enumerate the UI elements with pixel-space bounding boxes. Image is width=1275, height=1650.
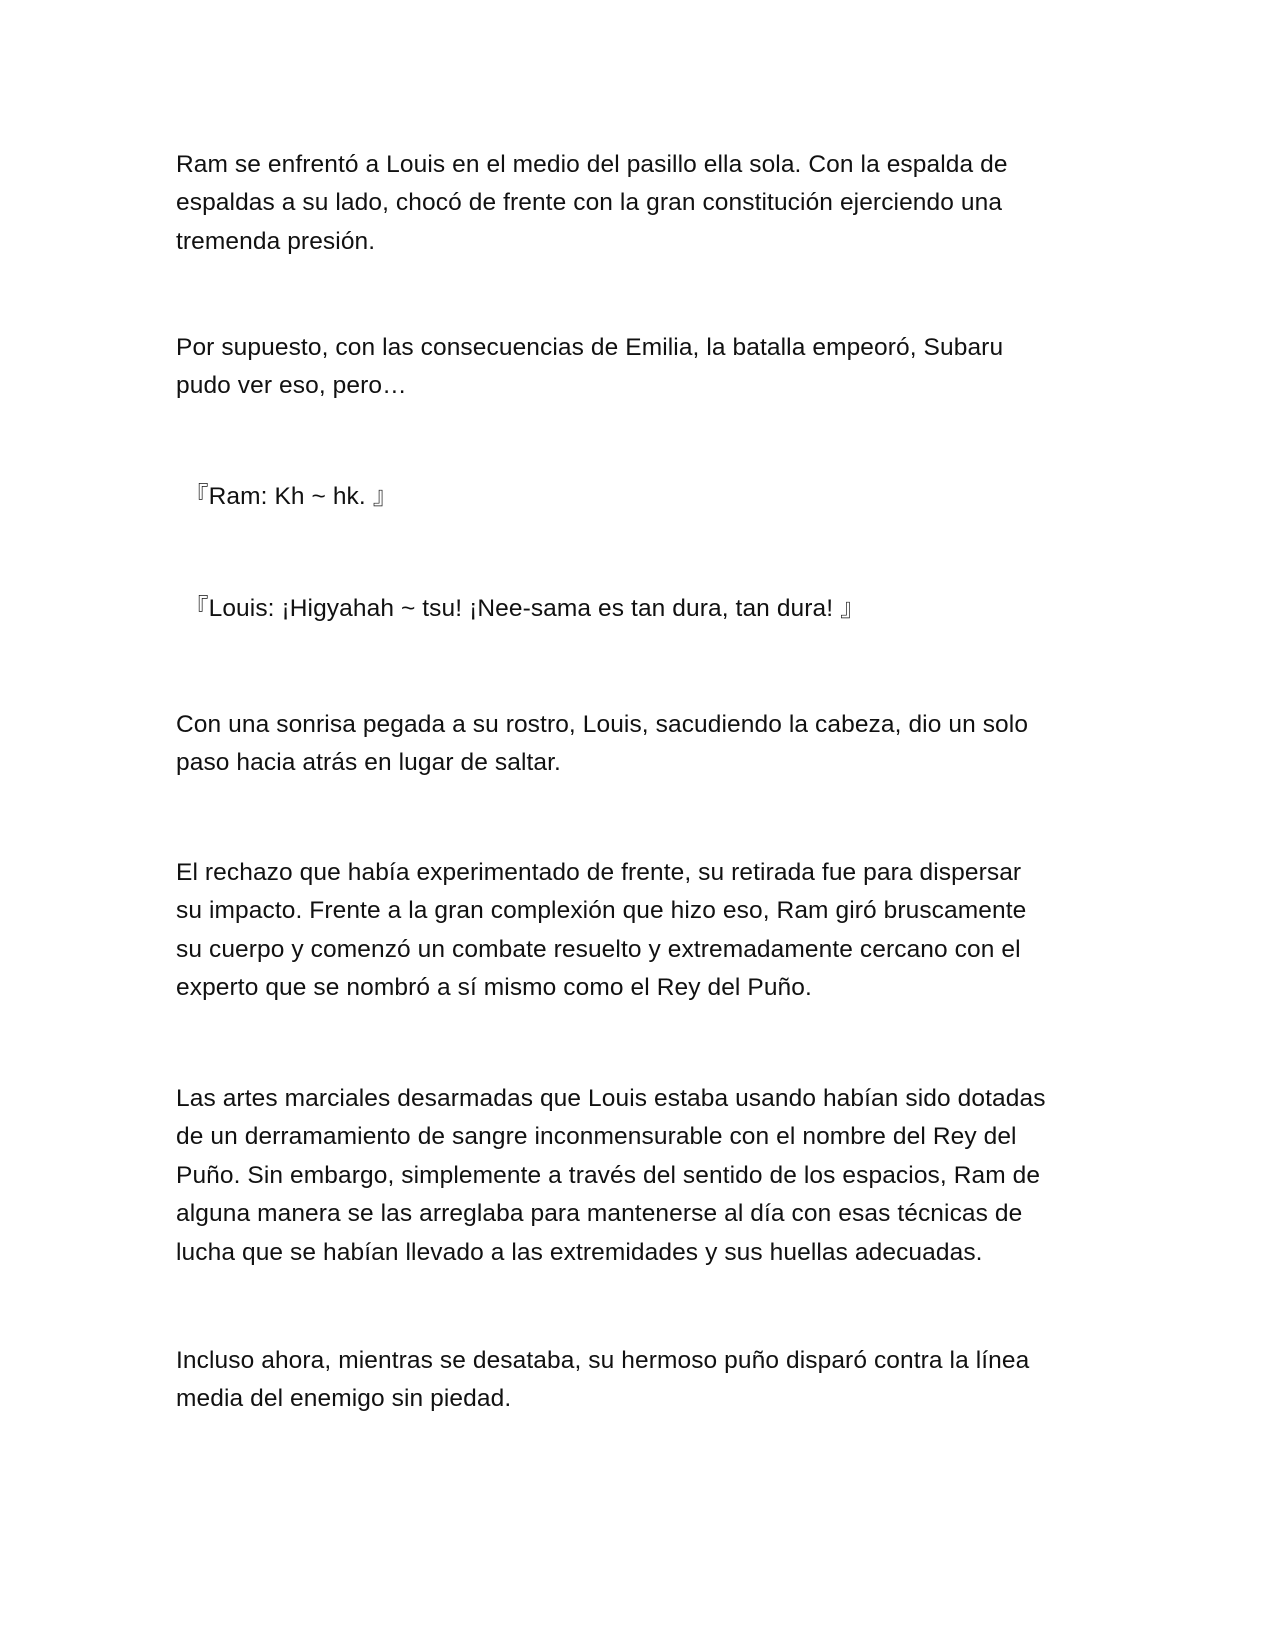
dialogue-louis: 『Louis: ¡Higyahah ~ tsu! ¡Nee-sama es tan dura, tan dura! 』 — [184, 595, 865, 622]
paragraph-6: Incluso ahora, mientras se desataba, su hermoso puño disparó contra la línea media del enemigo sin piedad. — [176, 1347, 1030, 1413]
paragraph-3: Con una sonrisa pegada a su rostro, Louis, sacudiendo la cabeza, dio un solo paso hacia atrás en lugar de saltar. — [176, 711, 1029, 777]
paragraph-2: Por supuesto, con las consecuencias de Emilia, la batalla empeoró, Subaru pudo ver eso, pero… — [176, 334, 1004, 400]
dialogue-ram: 『Ram: Kh ~ hk. 』 — [184, 483, 398, 510]
paragraph-1: Ram se enfrentó a Louis en el medio del pasillo ella sola. Con la espalda de espaldas a su lado, chocó de frente con la gran constitución ejerciendo una tremenda presión. — [176, 151, 1008, 255]
paragraph-4: El rechazo que había experimentado de frente, su retirada fue para dispersar su impacto. Frente a la gran complexión que hizo eso, Ram giró bruscamente su cuerpo y comenzó un combate resuelto y extremadamente cercano con el experto que se nombró a sí mismo como el Rey del Puño. — [176, 859, 1027, 1002]
paragraph-5: Las artes marciales desarmadas que Louis estaba usando habían sido dotadas de un derramamiento de sangre inconmensurable con el nombre del Rey del Puño. Sin embargo, simplemente a través del sentido de los espacios, Ram de alguna manera se las arreglaba para mantenerse al día con esas técnicas de lucha que se habían llevado a las extremidades y sus huellas adecuadas. — [176, 1085, 1046, 1266]
